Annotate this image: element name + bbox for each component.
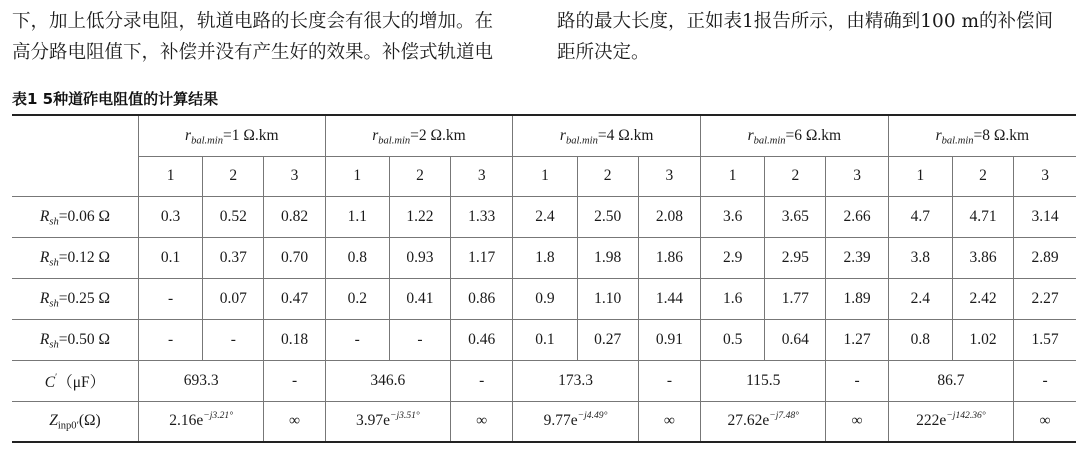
table-cell: 1.86 (638, 237, 700, 278)
symbol: R (39, 289, 50, 307)
table-cell: 0.86 (451, 278, 513, 319)
symbol: R (39, 248, 50, 266)
table-cell: 1.57 (1014, 319, 1076, 360)
table-cell: 346.6 (325, 360, 450, 401)
table-cell: 693.3 (138, 360, 263, 401)
table-cell: 0.5 (701, 319, 765, 360)
table-cell: 2.39 (826, 237, 888, 278)
table-cell: 2.4 (888, 278, 952, 319)
body-text-line: 路的最大长度，正如表1报告所示，由精确到100 m的补偿间 (557, 11, 1054, 32)
table-cell: 1.02 (952, 319, 1013, 360)
sub-header: 1 (138, 156, 202, 196)
table-cell: ∞ (638, 401, 700, 442)
symbol-unit: (Ω) (78, 412, 101, 430)
table-cell: 1.10 (577, 278, 638, 319)
sub-header: 2 (389, 156, 450, 196)
sub-header: 1 (888, 156, 952, 196)
body-text-line: 下，加上低分录电阻，轨道电路的长度会有很大的增加。在 (12, 11, 494, 32)
table-cell: ∞ (1014, 401, 1076, 442)
symbol: R (39, 207, 50, 225)
table-cell: - (264, 360, 325, 401)
symbol: r (935, 126, 942, 144)
impedance-base: 3.97e (355, 412, 390, 430)
table-cell: ∞ (826, 401, 888, 442)
sub-header: 1 (325, 156, 389, 196)
table-row (12, 278, 1076, 319)
sub-header: 3 (1014, 156, 1076, 196)
table-cell: 0.1 (513, 319, 577, 360)
table-cell: - (138, 319, 202, 360)
sub-header: 3 (826, 156, 888, 196)
table-cell: - (325, 319, 389, 360)
symbol-value: =0.50 Ω (58, 330, 111, 348)
table-cell: 1.27 (826, 319, 888, 360)
table-cell: 4.71 (952, 196, 1013, 237)
header-row-groups (12, 115, 1076, 156)
sub-header: 2 (765, 156, 826, 196)
group-header-4 (701, 115, 889, 156)
table-cell: ∞ (264, 401, 325, 442)
table-cell (888, 401, 1013, 442)
symbol-subscript: sh (49, 257, 59, 269)
table-cell (325, 401, 450, 442)
table-cell: 3.6 (701, 196, 765, 237)
table-cell: 2.27 (1014, 278, 1076, 319)
body-text-line: 高分路电阻值下，补偿并没有产生好的效果。补偿式轨道电 (12, 42, 494, 63)
symbol: Z (49, 412, 58, 430)
table-cell (513, 401, 638, 442)
sub-header: 3 (264, 156, 325, 196)
table-row (12, 237, 1076, 278)
table-cell: 0.8 (888, 319, 952, 360)
table-cell: 0.93 (389, 237, 450, 278)
impedance-exponent: −j142.36° (946, 410, 986, 422)
impedance-exponent: −j7.48° (769, 410, 799, 422)
table-cell: 2.08 (638, 196, 700, 237)
table-cell: 0.82 (264, 196, 325, 237)
symbol-value: =0.12 Ω (58, 248, 111, 266)
sub-header: 3 (451, 156, 513, 196)
table-cell: 0.91 (638, 319, 700, 360)
row-label (12, 237, 138, 278)
impedance-exponent: −j3.51° (389, 410, 420, 422)
symbol-subscript: bal.min (191, 135, 223, 147)
row-label (12, 360, 138, 401)
table-cell: 2.95 (765, 237, 826, 278)
results-table (12, 114, 1076, 443)
table-cell: 1.8 (513, 237, 577, 278)
table-cell: 0.46 (451, 319, 513, 360)
table-cell: 0.70 (264, 237, 325, 278)
symbol-subscript: sh (49, 339, 59, 351)
row-label (12, 401, 138, 442)
table-row (12, 196, 1076, 237)
table-cell: 0.9 (513, 278, 577, 319)
group-header-2 (325, 115, 513, 156)
corner-cell (12, 115, 138, 196)
body-text-right (557, 6, 1077, 68)
group-header-3 (513, 115, 701, 156)
table-cell: 0.2 (325, 278, 389, 319)
symbol-subscript: bal.min (753, 135, 786, 147)
table-cell (138, 401, 263, 442)
impedance-exponent: −j4.49° (577, 410, 608, 422)
table-cell (701, 401, 826, 442)
symbol-value: =1 Ω.km (222, 126, 279, 144)
header-row-index (12, 156, 1076, 196)
impedance-base: 9.77e (543, 412, 578, 430)
table-cell: 2.50 (577, 196, 638, 237)
table-cell: 0.18 (264, 319, 325, 360)
table-cell: 1.33 (451, 196, 513, 237)
table-caption: 表1 5种道砟电阻值的计算结果 (12, 90, 219, 108)
table-cell: 0.47 (264, 278, 325, 319)
symbol-subscript: inp0′ (57, 420, 79, 432)
table-cell: ∞ (451, 401, 513, 442)
table-cell: - (451, 360, 513, 401)
table-cell: 0.64 (765, 319, 826, 360)
table-cell: 2.89 (1014, 237, 1076, 278)
symbol-subscript: bal.min (378, 135, 411, 147)
symbol: r (747, 126, 754, 144)
table-cell: 2.66 (826, 196, 888, 237)
table-cell: 0.27 (577, 319, 638, 360)
sub-header: 1 (513, 156, 577, 196)
table-cell: - (138, 278, 202, 319)
group-header-1 (138, 115, 325, 156)
table-cell: 2.9 (701, 237, 765, 278)
table-cell: 1.98 (577, 237, 638, 278)
capacitance-row (12, 360, 1076, 401)
table-cell: 2.4 (513, 196, 577, 237)
table-cell: 1.89 (826, 278, 888, 319)
table-cell: 1.17 (451, 237, 513, 278)
table-cell: 4.7 (888, 196, 952, 237)
table-cell: - (638, 360, 700, 401)
symbol-subscript: sh (49, 216, 59, 228)
table-cell: 1.6 (701, 278, 765, 319)
table-cell: 3.14 (1014, 196, 1076, 237)
row-label (12, 278, 138, 319)
table-cell: 1.22 (389, 196, 450, 237)
symbol-value: =8 Ω.km (973, 126, 1030, 144)
table-cell: - (826, 360, 888, 401)
impedance-base: 2.16e (169, 412, 204, 430)
table-cell: 0.07 (203, 278, 264, 319)
table-cell: 0.37 (203, 237, 264, 278)
symbol-value: =4 Ω.km (597, 126, 654, 144)
body-text-line: 距所决定。 (557, 42, 650, 63)
sub-header: 2 (577, 156, 638, 196)
table-cell: 0.52 (203, 196, 264, 237)
table-cell: 0.3 (138, 196, 202, 237)
body-text-left (12, 6, 532, 68)
table-cell: 173.3 (513, 360, 638, 401)
impedance-base: 27.62e (727, 412, 770, 430)
symbol-unit: （μF） (57, 373, 106, 391)
sub-header: 1 (701, 156, 765, 196)
table-cell: 86.7 (888, 360, 1013, 401)
table-cell: 0.1 (138, 237, 202, 278)
symbol: r (185, 126, 192, 144)
symbol-value: =0.06 Ω (58, 207, 111, 225)
row-label (12, 319, 138, 360)
table-cell: 115.5 (701, 360, 826, 401)
row-label (12, 196, 138, 237)
symbol-subscript: sh (49, 298, 59, 310)
symbol-subscript: bal.min (565, 135, 598, 147)
symbol-value: =0.25 Ω (58, 289, 111, 307)
table-cell: 3.65 (765, 196, 826, 237)
sub-header: 2 (952, 156, 1013, 196)
symbol-subscript: bal.min (941, 135, 974, 147)
table-row (12, 319, 1076, 360)
symbol: r (372, 126, 379, 144)
impedance-base: 222e (916, 412, 947, 430)
impedance-exponent: −j3.21° (203, 410, 234, 422)
symbol: r (559, 126, 566, 144)
table-cell: 3.8 (888, 237, 952, 278)
symbol-value: =6 Ω.km (785, 126, 842, 144)
table-cell: 2.42 (952, 278, 1013, 319)
table-cell: 1.77 (765, 278, 826, 319)
symbol-value: =2 Ω.km (410, 126, 466, 144)
table-cell: - (1014, 360, 1076, 401)
table-cell: - (203, 319, 264, 360)
symbol: C (44, 373, 56, 391)
table-cell: 3.86 (952, 237, 1013, 278)
table-cell: 0.8 (325, 237, 389, 278)
table-cell: 0.41 (389, 278, 450, 319)
symbol: R (39, 330, 50, 348)
sub-header: 3 (638, 156, 700, 196)
table-cell: 1.1 (325, 196, 389, 237)
symbol-prime: ′ (55, 371, 58, 383)
sub-header: 2 (203, 156, 264, 196)
impedance-row (12, 401, 1076, 442)
table-cell: - (389, 319, 450, 360)
group-header-5 (888, 115, 1076, 156)
table-cell: 1.44 (638, 278, 700, 319)
